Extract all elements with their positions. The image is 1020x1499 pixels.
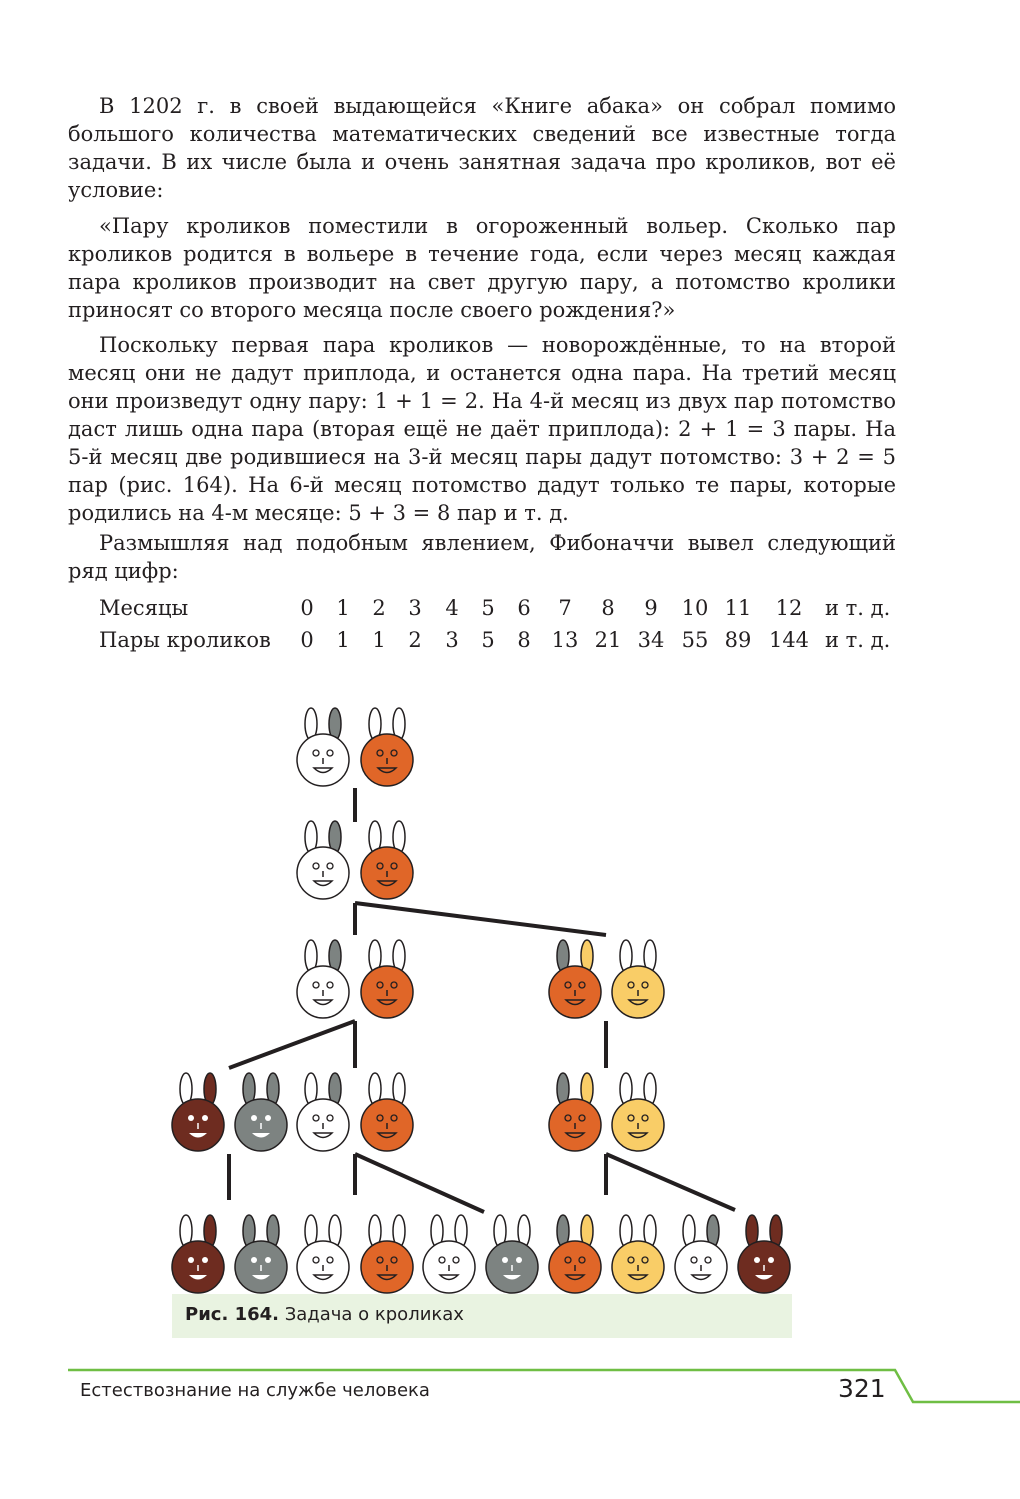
rabbit-icon <box>297 821 349 899</box>
paragraph-problem-quote: «Пару кроликов поместили в огороженный вольер. Сколько пар кроликов родится в вольере в течение года, если через месяц каждая пара кроликов производит на свет другую пару, а потомство кролики приносят со второго месяца после своего рождения?» <box>68 214 896 322</box>
rabbit-icon <box>297 708 349 786</box>
page-number: 321 <box>838 1374 886 1403</box>
rabbit-icon <box>297 1073 349 1151</box>
lineage-line <box>229 1021 355 1068</box>
rabbit-icon <box>738 1215 790 1293</box>
pairs-cell: 3 <box>445 628 459 652</box>
month-cell: 2 <box>372 596 386 620</box>
month-cell: 1 <box>336 596 350 620</box>
pairs-cell: 8 <box>517 628 531 652</box>
pairs-label: Пары кроликов <box>99 628 271 652</box>
rabbit-icon <box>361 1073 413 1151</box>
month-cell: 5 <box>481 596 495 620</box>
rabbit-icon <box>612 1073 664 1151</box>
month-cell: 7 <box>558 596 572 620</box>
pairs-cell: 13 <box>551 628 579 652</box>
rabbit-icon <box>612 1215 664 1293</box>
rabbit-icon <box>172 1215 224 1293</box>
lineage-line <box>355 903 606 935</box>
paragraph-intro: В 1202 г. в своей выдающейся «Книге абака» он собрал помимо большого количества математических сведений все известные тогда задачи. В их числе была и очень занятная задача про кроликов, вот её условие: <box>68 94 896 202</box>
pairs-cell: 0 <box>300 628 314 652</box>
pairs-cell: 21 <box>594 628 622 652</box>
month-cell: 4 <box>445 596 459 620</box>
rabbit-icon <box>486 1215 538 1293</box>
rabbit-icon <box>361 1215 413 1293</box>
lineage-line <box>606 1154 735 1210</box>
rabbit-icon <box>612 940 664 1018</box>
month-cell: 8 <box>601 596 615 620</box>
footer-section-title: Естествознание на службе человека <box>80 1380 430 1401</box>
figure-caption-number: Рис. 164. <box>185 1304 279 1325</box>
rabbit-icon <box>423 1215 475 1293</box>
rabbit-icon <box>235 1073 287 1151</box>
pairs-cell: 144 <box>768 628 810 652</box>
pairs-cell: 55 <box>681 628 709 652</box>
rabbit-icon <box>297 940 349 1018</box>
pairs-etc: и т. д. <box>825 628 891 652</box>
rabbit-icon <box>361 821 413 899</box>
month-cell: 12 <box>775 596 803 620</box>
rabbit-icon <box>172 1073 224 1151</box>
rabbit-icon <box>549 1073 601 1151</box>
pairs-cell: 89 <box>724 628 752 652</box>
paragraph-explanation: Поскольку первая пара кроликов — новорождённые, то на второй месяц они не дадут приплода, и останется одна пара. На третий месяц они произведут одну пару: 1 + 1 = 2. На 4-й месяц из двух пар потомство даст лишь одна пара (вторая ещё не даёт приплода): 2 + 1 = 3 пары. На 5-й месяц две родившиеся на 3-й месяц пары дадут потомство: 3 + 2 = 5 пар (рис. 164). На 6-й месяц потомство дадут только те пары, которые родились на 4-м месяце: 5 + 3 = 8 пар и т. д. <box>68 333 896 525</box>
month-cell: 6 <box>517 596 531 620</box>
rabbit-icon <box>549 940 601 1018</box>
months-etc: и т. д. <box>825 596 891 620</box>
paragraph-fibonacci-series: Размышляя над подобным явлением, Фибоначчи вывел следующий ряд цифр: <box>68 531 896 583</box>
rabbit-icon <box>361 940 413 1018</box>
rabbit-icon <box>675 1215 727 1293</box>
rabbit-icon <box>297 1215 349 1293</box>
pairs-cell: 5 <box>481 628 495 652</box>
month-cell: 3 <box>408 596 422 620</box>
rabbit-icons <box>172 708 790 1293</box>
rabbit-icon <box>361 708 413 786</box>
figure-caption-text: Задача о кроликах <box>279 1304 464 1325</box>
rabbit-icon <box>549 1215 601 1293</box>
pairs-cell: 1 <box>372 628 386 652</box>
lineage-line <box>355 1154 484 1212</box>
month-cell: 9 <box>644 596 658 620</box>
pairs-cell: 2 <box>408 628 422 652</box>
rabbit-icon <box>235 1215 287 1293</box>
months-label: Месяцы <box>99 596 189 620</box>
month-cell: 10 <box>681 596 709 620</box>
pairs-cell: 34 <box>637 628 665 652</box>
month-cell: 0 <box>300 596 314 620</box>
month-cell: 11 <box>724 596 752 620</box>
pairs-cell: 1 <box>336 628 350 652</box>
